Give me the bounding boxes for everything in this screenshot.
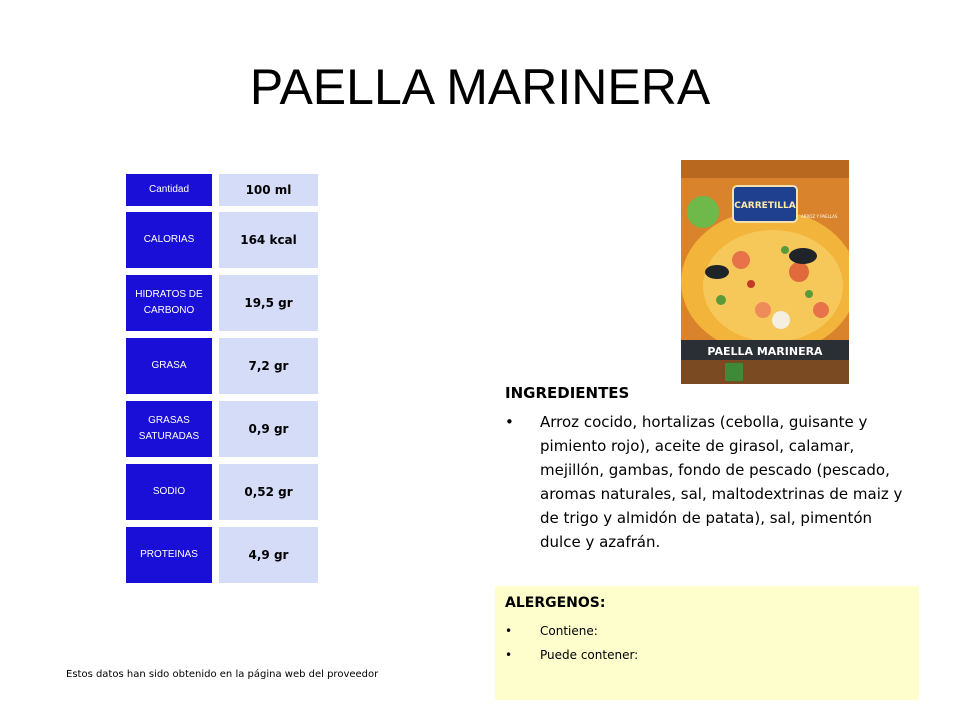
nutrition-row-calorias [126,212,318,268]
bullet: • [505,413,514,431]
product-package-illustration [681,160,849,384]
product-subtitle: ARROZ Y PAELLAS [801,214,838,219]
alergenos-puede-contener: Puede contener: [540,648,639,662]
nutrition-row-grasa [126,338,318,394]
nutrition-value: 7,2 gr [219,338,318,394]
nutrition-label: CALORIAS [126,212,212,268]
nutrition-value: 0,52 gr [219,464,318,520]
nutrition-value: 100 ml [219,174,318,206]
nutrition-label: HIDRATOS DE CARBONO [126,275,212,331]
nutrition-label: GRASAS SATURADAS [126,401,212,457]
nutrition-label: SODIO [126,464,212,520]
nutrition-value: 0,9 gr [219,401,318,457]
ingredients-list [505,410,915,554]
ingredients-heading: INGREDIENTES [505,384,630,402]
source-footnote: Estos datos han sido obtenido en la página web del proveedor [66,669,379,680]
page-title: PAELLA MARINERA [249,59,711,115]
bullet: • [505,624,513,638]
nutrition-value: 19,5 gr [219,275,318,331]
alergenos-heading: ALERGENOS: [505,595,606,611]
product-image [681,160,849,384]
nutrition-label: Cantidad [126,174,212,206]
nutrition-label: GRASA [126,338,212,394]
product-band-text: PAELLA MARINERA [707,345,823,358]
nutrition-label: PROTEINAS [126,527,212,583]
nutrition-value: 164 kcal [219,212,318,268]
ingredients-text: Arroz cocido, hortalizas (cebolla, guisante y pimiento rojo), aceite de girasol, calamar, mejillón, gambas, fondo de pescado (pescado, aromas naturales, sal, maltodextrinas de maiz y de trigo y almidón de patata), sal, pimentón dulce y azafrán. [540,413,903,551]
alergenos-box [495,586,919,700]
nutrition-value: 4,9 gr [219,527,318,583]
alergenos-contiene: Contiene: [540,624,598,638]
nutrition-row-cantidad [126,174,318,206]
list-item [505,643,909,667]
nutrition-row-hidratos [126,275,318,331]
nutrition-row-proteinas [126,527,318,583]
list-item [505,410,915,554]
product-brand: CARRETILLA [734,201,796,211]
list-item [505,619,909,643]
nutrition-row-grasas-saturadas [126,401,318,457]
nutrition-row-sodio [126,464,318,520]
bullet: • [505,648,513,662]
